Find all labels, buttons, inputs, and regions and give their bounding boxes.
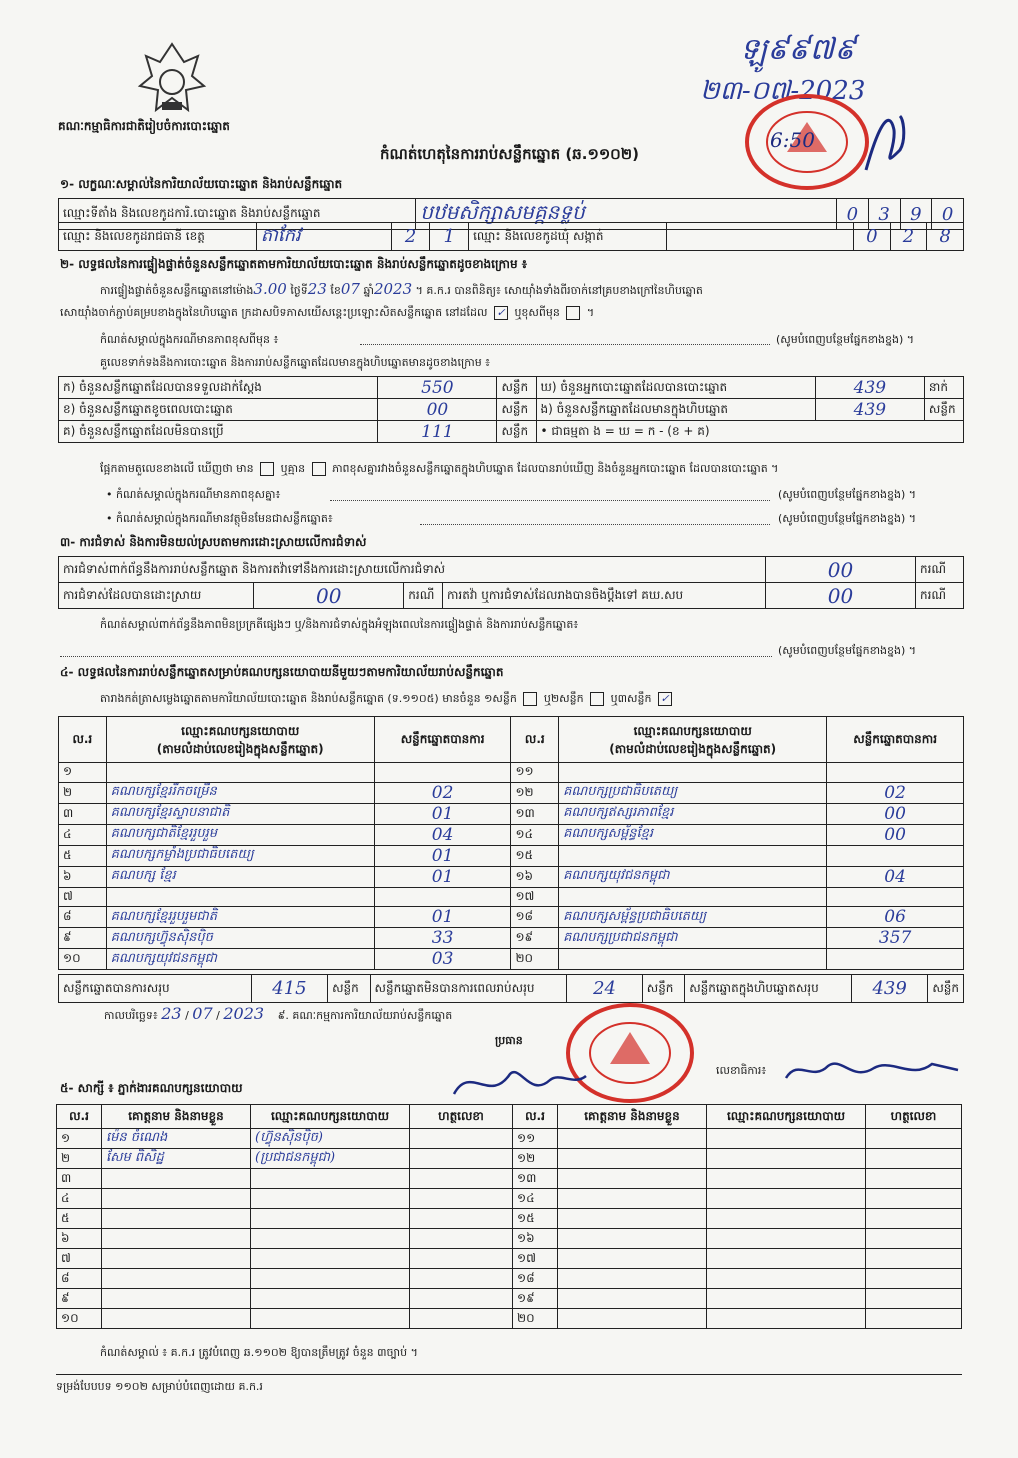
witness-number: ៦ [57,1229,102,1249]
ballot-count-table: ក) ចំនួនសន្លឹកឆ្នោតដែលបានទទួលដាក់ស្ដែង 550 សន្លឹក ឃ) ចំនួនអ្នកបោះឆ្នោតដែលបានបោះឆ្នោត 439 នាក់ ខ) ចំនួនសន្លឹកឆ្នោតខូចពេលបោះឆ្នោត 00 សន្លឹក ង) ចំនួនសន្លឹកឆ្នោតដែលមានក្នុងហិបឆ្នោត 439 សន្លឹក គ) ចំនួនសន្លឹកឆ្នោតដែលមិនបានប្រើ 111 សន្លឹក • ជាធម្មតា ង = ឃ = ក - (ខ + គ) [58,376,964,443]
three-sheet-checkbox[interactable]: ✓ [658,692,672,706]
verify-year: 2023 [373,280,413,298]
witness-signature [410,1189,513,1209]
section4-heading: ៤- លទ្ធផលនៃការរាប់សន្លឹកឆ្នោតសម្រាប់គណបក្សនយោបាយនីមួយៗតាមការិយាល័យរាប់សន្លឹកឆ្នោត [60,665,504,679]
section5-heading: ៥- សាក្សី ៖ ភ្នាក់ងារគណបក្សនយោបាយ [60,1081,243,1095]
witness-signature [410,1209,513,1229]
witness-number: ១៨ [513,1269,558,1289]
verify-line-1: ការផ្ទៀងផ្ទាត់ចំនួនសន្លឹកឆ្នោតនៅម៉ោង3.00 ថ្ងៃទី23 ខែ07 ឆ្នាំ2023 ។ គ.ក.រ បានពិនិត្យ៖ សោយ៉ាំងទាំងពីរចាក់នៅគ្របខាងក្រៅនៃហិបឆ្នោត [100,280,703,298]
ballot-intro: គួលេខទាក់ទងនឹងការបោះឆ្នោត និងការរាប់សន្លឹកឆ្នោតដែលមានក្នុងហិបឆ្នោតមានដូចខាងក្រោម ៖ [100,356,491,369]
witness-name [102,1309,251,1329]
committee-label: ៩. គណៈកម្មការការិយាល័យរាប់សន្លឹកឆ្នោត [277,1009,453,1022]
table-row [57,1309,962,1329]
handwritten-date: ២៣-០៧-2023 [700,76,866,106]
witness-party [707,1189,866,1209]
party-number: ៥ [59,845,107,866]
witness-signature [866,1209,962,1229]
party-number: ១៤ [511,824,559,845]
table-row [57,1269,962,1289]
total-box-value: 439 [851,975,927,1003]
party-name: គណបក្សហ៊្វុនស៊ិនប៉ិច [106,928,374,949]
witness-party [707,1129,866,1149]
table-row [59,803,964,824]
province-value: តាកែវ [256,223,391,251]
party-name [106,763,374,783]
made-day: 23 [161,1004,182,1023]
table-row [59,845,964,866]
committee-name: គណៈកម្មាធិការជាតិរៀបចំការបោះឆ្នោត [58,119,230,133]
party-name: គណបក្ស ខ្មែរ [106,866,374,887]
witness-signature [410,1229,513,1249]
witness-signature [866,1249,962,1269]
party-name: គណបក្សយុវជនកម្ពុជា [106,949,374,970]
party-number: ១៧ [511,887,559,907]
witness-party [251,1169,410,1189]
signature-icon [860,110,910,180]
witness-party [707,1289,866,1309]
party-votes [374,887,511,907]
witness-party [707,1269,866,1289]
witness-name [558,1209,707,1229]
witness-signature [866,1269,962,1289]
witness-party [251,1209,410,1229]
party-votes: 01 [374,907,511,928]
secretary-label: លេខាធិការ៖ [716,1064,767,1077]
witness-name [102,1269,251,1289]
witness-number: ១១ [513,1129,558,1149]
witness-number: ១០ [57,1309,102,1329]
party-number: ៩ [59,928,107,949]
no-difference-checkbox[interactable] [312,462,326,476]
witness-party [707,1249,866,1269]
voters-value: 439 [815,377,924,399]
nec-emblem-icon [136,40,208,116]
section3-heading: ៣- ការជំទាស់ និងការមិនយល់ស្របតាមការដោះស្រាយលើការជំទាស់ [60,535,367,549]
unused-value: 111 [378,421,497,443]
commune-label: ឈ្មោះ និងលេខកូដឃុំ សង្កាត់ [469,223,667,251]
witness-name [102,1209,251,1229]
witness-number: ១៧ [513,1249,558,1269]
party-name: គណបក្សយុវជនកម្ពុជា [559,866,827,887]
party-name [559,887,827,907]
table-row [57,1229,962,1249]
witness-name [102,1249,251,1269]
location-code-2: 3 [868,199,900,230]
table-row [59,824,964,845]
table-row [59,887,964,907]
foreign-object-note-label: • កំណត់សម្គាល់ក្នុងករណីមានវត្ថុមិនមែនជាសន្លឹកឆ្នោត៖ [106,512,333,525]
table-row [59,866,964,887]
witness-name [102,1169,251,1189]
witness-party [707,1149,866,1169]
party-votes: 33 [374,928,511,949]
province-label: ឈ្មោះ និងលេខកូដរាជធានី ខេត្ត [59,223,257,251]
party-number: ៨ [59,907,107,928]
witness-signature [866,1149,962,1169]
witness-name [558,1289,707,1309]
party-votes: 06 [827,907,964,928]
table-row [59,763,964,783]
party-name: គណបក្សជាតិខ្មែររួបរួម [106,824,374,845]
witness-number: ១៤ [513,1189,558,1209]
witness-signature [410,1289,513,1309]
section2-heading: ២- លទ្ធផលនៃការផ្ទៀងផ្ទាត់ចំនួនសន្លឹកឆ្នោតតាមការិយាល័យបោះឆ្នោត និងរាប់សន្លឹកឆ្នោតដូចខាងក្រោម ៖ [60,257,528,271]
ballots-in-box-value: 439 [815,399,924,421]
party-name [559,845,827,866]
two-sheet-checkbox[interactable] [590,692,604,706]
location-code-3: 9 [900,199,932,230]
party-name: គណបក្សសម្ព័ន្ធខ្មែរ [559,824,827,845]
witness-number: ១ [57,1129,102,1149]
witness-number: ១២ [513,1149,558,1169]
commune-code-1: 0 [854,223,891,251]
witness-number: ១៦ [513,1229,558,1249]
witness-party [251,1229,410,1249]
table-row [57,1129,962,1149]
verify-line-2: សោយ៉ាំងចាក់ភ្ជាប់គម្របខាងក្នុងនៃហិបឆ្នោត ក្រដាសបិទភាសយើសន្តេះប្រឡោះសិតសន្លឹកឆ្នោត នៅដដែល ✓ ឬខុសពីមុន ។ [60,306,595,319]
tally-sheet-line: តារាងកត់ត្រាសម្លេងឆ្នោតតាមការិយាល័យបោះឆ្នោត និងរាប់សន្លឹកឆ្នោត (ទ.១១០៥) មានចំនួន ១សន្លឹក ឬ២សន្លឹក ឬ៣សន្លឹក ✓ [100,692,675,708]
witness-name [558,1129,707,1149]
unchanged-checkbox[interactable]: ✓ [494,306,508,320]
party-number: ៦ [59,866,107,887]
witness-number: ៤ [57,1189,102,1209]
totals-table: សន្លឹកឆ្នោតបានការសរុប 415 សន្លឹក សន្លឹកឆ្នោតមិនបានការពេលរាប់សរុប 24 សន្លឹក សន្លឹកឆ្នោតក្នុងហិបឆ្នោតសរុប 439 សន្លឹក [58,974,964,1003]
witness-name [558,1189,707,1209]
commune-code-2: 2 [890,223,927,251]
changed-checkbox[interactable] [566,306,580,320]
party-number: ១២ [511,782,559,803]
party-name [559,949,827,970]
fill-back-note: (សូមបំពេញបន្ថែមផ្នែកខាងខ្នង) ។ [776,333,915,346]
handwritten-time: 6:50 [770,128,815,152]
witness-number: ១៣ [513,1169,558,1189]
table-row [59,907,964,928]
total-valid-value: 415 [251,975,327,1003]
party-name [559,763,827,783]
ballots-received-value: 550 [378,377,497,399]
party-number: ៣ [59,803,107,824]
witness-name [558,1229,707,1249]
witness-signature [410,1129,513,1149]
witness-rows [57,1129,962,1329]
table-row [57,1189,962,1209]
footer-note: កំណត់សម្គាល់ ៖ គ.ក.រ ត្រូវបំពេញ ឆ.១១០២ ឱ្យបានត្រឹមត្រូវ ចំនួន ៣ច្បាប់ ។ [100,1346,418,1359]
section1-heading: ១- លក្ខណៈសម្គាល់នៃការិយាល័យបោះឆ្នោត និងរាប់សន្លឹកឆ្នោត [60,177,343,191]
difference-note-label: កំណត់សម្គាល់ក្នុងករណីមានភាពខុសពីមុន ៖ [100,333,279,346]
witness-number: ១៩ [513,1289,558,1309]
appealed-value: 00 [765,583,915,609]
witness-signature [410,1149,513,1169]
secretary-signature-icon [782,1052,962,1092]
one-sheet-checkbox[interactable] [523,692,537,706]
party-votes [827,763,964,783]
witness-number: ៣ [57,1169,102,1189]
location-label: ឈ្មោះទីតាំង និងលេខកូដការិ.បោះឆ្នោត និងរាប់សន្លឹកឆ្នោត [59,199,416,230]
witness-name: សែម ពិសិដ្ឋ [102,1149,251,1169]
party-votes: 01 [374,845,511,866]
form-code: ទម្រង់បែបបទ ១១០២ សម្រាប់បំពេញដោយ គ.ក.រ [56,1380,263,1393]
party-votes: 00 [827,803,964,824]
location-code-4: 0 [932,199,964,230]
witness-name [558,1309,707,1329]
discrepancy-note-label: • កំណត់សម្គាល់ក្នុងករណីមានភាពខុសគ្នា៖ [106,488,281,501]
witness-name [558,1169,707,1189]
date-line: កាលបរិច្ឆេទ៖ 23 / 07 / 2023 ៩. គណៈកម្មការការិយាល័យរាប់សន្លឹកឆ្នោត [104,1004,453,1023]
witness-signature [866,1289,962,1309]
witness-signature [410,1309,513,1329]
handwritten-code: ឡូ៩៩៧៩ [740,32,856,67]
witness-signature [866,1189,962,1209]
party-number: ១០ [59,949,107,970]
witness-number: ៥ [57,1209,102,1229]
witness-party: (ហ៊្វុនស៊ិនប៉ិច) [251,1129,410,1149]
table-row [57,1209,962,1229]
party-number: ២០ [511,949,559,970]
party-votes: 03 [374,949,511,970]
witness-signature [410,1169,513,1189]
witness-party [251,1289,410,1309]
witness-party [707,1229,866,1249]
witness-party [251,1309,410,1329]
party-name: គណបក្សប្រជាធិបតេយ្យ [559,782,827,803]
witness-number: ៧ [57,1249,102,1269]
province-code-2: 1 [430,223,469,251]
table-row [57,1249,962,1269]
table-row [59,928,964,949]
witness-party [251,1189,410,1209]
verify-month: 07 [340,280,360,298]
party-name [106,887,374,907]
party-votes [827,949,964,970]
witness-number: ២ [57,1149,102,1169]
party-number: ១៥ [511,845,559,866]
party-number: ១៩ [511,928,559,949]
party-number: ១ [59,763,107,783]
made-month: 07 [192,1004,213,1023]
witness-signature [866,1309,962,1329]
verify-time: 3.00 [253,280,287,298]
witness-signature [866,1169,962,1189]
party-number: ១៨ [511,907,559,928]
witness-name [558,1249,707,1269]
party-name: គណបក្សខ្មែររួបរួមជាតិ [106,907,374,928]
discrepancy-line: ផ្អែកតាមតួលេខខាងលើ ឃើញថា មាន ឬគ្មាន ភាពខុសគ្នារវាងចំនួនសន្លឹកឆ្នោតក្នុងហិបឆ្នោត ដែលបានរាប់ឃើញ និងចំនួនអ្នកបោះឆ្នោត ដែលបានបោះឆ្នោត ។ [100,462,779,475]
party-votes: 357 [827,928,964,949]
witness-party [251,1249,410,1269]
party-number: ១១ [511,763,559,783]
witness-signature [866,1229,962,1249]
party-number: ១៦ [511,866,559,887]
witness-name [102,1229,251,1249]
witness-party [707,1169,866,1189]
form-page: គណៈកម្មាធិការជាតិរៀបចំការបោះឆ្នោត កំណត់ហេតុនៃការរាប់សន្លឹកឆ្នោត (ឆ.១១០២) ឡូ៩៩៧៩ ២៣-០៧-2023 6:50 ១- លក្ខណៈសម្គាល់នៃការិយាល័យបោះឆ្នោត និងរាប់សន្លឹកឆ្នោត ឈ្មោះទីតាំង និងលេខកូដការិ.បោះឆ្នោត និងរាប់សន្លឹកឆ្នោត បឋមសិក្សាសមគ្គនទ្លប់ 0 3 9 0 ឈ្មោះ និងលេខកូដរាជធានី ខេត្ត តាកែវ 2 1 ឈ្មោះ និងលេខកូដឃុំ សង្កាត់ 0 2 8 ២- លទ្ធផលនៃការផ្ទៀងផ្ទាត់ចំនួនសន្លឹកឆ្នោតតាមការិយាល័យបោះឆ្នោត និងរាប់សន្លឹកឆ្នោតដូចខាងក្រោម ៖ ការផ្ទៀងផ្ទាត់ចំនួនសន្លឹកឆ្នោតនៅម៉ោង3.00 ថ្ងៃទី23 ខែ07 ឆ្នាំ2023 ។ គ.ក.រ បានពិនិត្យ៖ សោយ៉ាំងទាំងពីរចាក់នៅគ្របខាងក្រៅនៃហិបឆ្នោត សោយ៉ាំងចាក់ភ្ជាប់គម្របខាងក្នុងនៃហិបឆ្នោត ក្រដាសបិទភាសយើសន្តេះប្រឡោះសិតសន្លឹកឆ្នោត នៅដដែល ✓ ឬខុសពីមុន ។ កំណត់សម្គាល់ក្នុងករណីមានភាពខុសពីមុន ៖ (សូមបំពេញបន្ថែមផ្នែកខាងខ្នង) ។ គួលេខទាក់ទងនឹងការបោះឆ្នោត និងការរាប់សន្លឹកឆ្នោតដែលមានក្នុងហិបឆ្នោតមានដូចខាងក្រោម ៖ ក) ចំនួនសន្លឹកឆ្នោតដែលបានទទួលដាក់ស្ដែង 550 សន្លឹក ឃ) ចំនួនអ្នកបោះឆ្នោតដែលបានបោះឆ្នោត 439 នាក់ ខ) ចំនួនសន្លឹកឆ្នោតខូចពេលបោះឆ្នោត 00 សន្លឹក ង) ចំនួនសន្លឹកឆ្នោតដែលមានក្នុងហិបឆ្នោត 439 សន្លឹក គ) ចំនួនសន្លឹកឆ្នោតដែលមិនបានប្រើ 111 សន្លឹក • ជាធម្មតា ង = ឃ = ក - (ខ + គ) ផ្អែកតាមតួលេខខាងលើ ឃើញថា មាន ឬគ្មាន ភាពខុសគ្នារវាងចំនួនសន្លឹកឆ្នោតក្នុងហិបឆ្នោត ដែលបានរាប់ឃើញ និងចំនួនអ្នកបោះឆ្នោត ដែលបានបោះឆ្នោត ។ • កំណត់សម្គាល់ក្នុងករណីមានភាពខុសគ្នា៖ (សូមបំពេញបន្ថែមផ្នែកខាងខ្នង) ។ • កំណត់សម្គាល់ក្នុងករណីមានវត្ថុមិនមែនជាសន្លឹកឆ្នោត៖ (សូមបំពេញបន្ថែមផ្នែកខាងខ្នង) ។ ៣- ការជំទាស់ និងការមិនយល់ស្របតាមការដោះស្រាយលើការជំទាស់ ការជំទាស់ពាក់ព័ន្ធនឹងការរាប់សន្លឹកឆ្នោត និងការតវ៉ាទៅនឹងការដោះស្រាយលើការជំទាស់ 00 ករណី ការជំទាស់ដែលបានដោះស្រាយ 00 ករណី ការតវ៉ា ឬការជំទាស់ដែលរាងបានចិងប្តឹងទៅ គឃ.សប 00 ករណី កំណត់សម្គាល់ពាក់ព័ន្ធនឹងភាពមិនប្រក្រតីផ្សេងៗ ឬ/និងការជំទាស់ក្នុងអំឡុងពេលនៃការផ្ទៀងផ្ទាត់ និងការរាប់សន្លឹកឆ្នោត៖ (សូមបំពេញបន្ថែមផ្នែកខាងខ្នង) ។ ៤- លទ្ធផលនៃការរាប់សន្លឹកឆ្នោតសម្រាប់គណបក្សនយោបាយនីមួយៗតាមការិយាល័យរាប់សន្លឹកឆ្នោត តារាងកត់ត្រាសម្លេងឆ្នោតតាមការិយាល័យបោះឆ្នោត និងរាប់សន្លឹកឆ្នោត (ទ.១១០៥) មានចំនួន ១សន្លឹក ឬ២សន្លឹក ឬ៣សន្លឹក ✓ ល.រ ឈ្មោះគណបក្សនយោបាយ (តាមលំដាប់លេខរៀងក្នុងសន្លឹកឆ្នោត) សន្លឹកឆ្នោតបានការ ល.រ ឈ្មោះគណបក្សនយោបាយ (តាមលំដាប់លេខរៀងក្នុងសន្លឹកឆ្នោត) សន្លឹកឆ្នោតបានការ ១ ១១ ២ គណបក្សខ្មែររីកចម្រើន 02 ១២ គណបក្សប្រជាធិបតេយ្យ 02 ៣ គណបក្សខ្មែរស្ទាបនាជាតិ 01 ១៣ គណបក្សឥស្សរភាពខ្មែរ 00 ៤ គណបក្សជាតិខ្មែររួបរួម 04 ១៤ គណបក្សសម្ព័ន្ធខ្មែរ 00 ៥ គណបក្សកម្លាំងប្រជាធិបតេយ្យ 01 ១៥ ៦ គណបក្ស ខ្មែរ 01 ១៦ គណបក្សយុវជនកម្ពុជា 04 ៧ ១៧ ៨ គណបក្សខ្មែររួបរួមជាតិ 01 ១៨ គណបក្សសម្ព័ន្ធប្រជាធិបតេយ្យ 06 ៩ គណបក្សហ៊្វុនស៊ិនប៉ិច 33 ១៩ គណបក្សប្រជាជនកម្ពុជា 357 ១០ គណបក្សយុវជនកម្ពុជា 03 ២០ សន្លឹកឆ្នោតបានការសរុប 415 សន្លឹក សន្លឹកឆ្នោតមិនបានការពេលរាប់សរុប 24 សន្លឹក សន្លឹកឆ្នោតក្នុងហិបឆ្នោតសរុប 439 សន្លឹក កាលបរិច្ឆេទ៖ 23 / 07 / 2023 ៩. គណៈកម្មការការិយាល័យរាប់សន្លឹកឆ្នោត ប្រធាន លេខាធិការ៖ ៥- សាក្សី ៖ ភ្នាក់ងារគណបក្សនយោបាយ ល.រ គោត្តនាម និងនាមខ្លួន ឈ្មោះគណបក្សនយោបាយ ហត្ថលេខា ល.រ គោត្តនាម និងនាមខ្លួន ឈ្មោះគណបក្សនយោបាយ ហត្ថលេខា ១ ម៉េន ចំណេង (ហ៊្វុនស៊ិនប៉ិច) ១១ ២ សែម ពិសិដ្ឋ (ប្រជាជនកម្ពុជា) ១២ ៣ ១៣ ៤ ១៤ ៥ ១៥ ៦ ១៦ ៧ ១៧ ៨ ១៨ ៩ ១៩ ១០ ២០ កំណត់សម្គាល់ ៖ គ.ក.រ ត្រូវបំពេញ ឆ.១១០២ ឱ្យបានត្រឹមត្រូវ ចំនួន ៣ច្បាប់ ។ ទម្រង់បែបបទ ១១០២ សម្រាប់បំពេញដោយ គ.ក.រ [0,0,1018,1458]
witness-party: (ប្រជាជនកម្ពុជា) [251,1149,410,1169]
witness-signature [866,1129,962,1149]
witness-number: ៨ [57,1269,102,1289]
party-name: គណបក្សប្រជាជនកម្ពុជា [559,928,827,949]
province-code-1: 2 [391,223,430,251]
made-year: 2023 [223,1004,265,1023]
party-votes: 04 [827,866,964,887]
table-row [59,949,964,970]
witness-name [102,1189,251,1209]
witness-signature [410,1269,513,1289]
has-difference-checkbox[interactable] [260,462,274,476]
party-name: គណបក្សសម្ព័ន្ធប្រជាធិបតេយ្យ [559,907,827,928]
witness-signature [410,1249,513,1269]
party-name: គណបក្សកម្លាំងប្រជាធិបតេយ្យ [106,845,374,866]
witness-name [558,1149,707,1169]
location-code-1: 0 [837,199,869,230]
location-value: បឋមសិក្សាសមគ្គនទ្លប់ [420,200,585,224]
party-votes: 02 [374,782,511,803]
table-row [57,1289,962,1309]
party-votes: 02 [827,782,964,803]
party-votes: 00 [827,824,964,845]
party-name: គណបក្សខ្មែរស្ទាបនាជាតិ [106,803,374,824]
witness-name [102,1289,251,1309]
table-row [57,1149,962,1169]
witness-name [558,1269,707,1289]
total-invalid-value: 24 [567,975,642,1003]
party-votes [827,845,964,866]
witness-table: ល.រ គោត្តនាម និងនាមខ្លួន ឈ្មោះគណបក្សនយោបាយ ហត្ថលេខា ល.រ គោត្តនាម និងនាមខ្លួន ឈ្មោះគណបក្សនយោបាយ ហត្ថលេខា ១ ម៉េន ចំណេង (ហ៊្វុនស៊ិនប៉ិច) ១១ ២ សែម ពិសិដ្ឋ (ប្រជាជនកម្ពុជា) ១២ ៣ ១៣ ៤ ១៤ ៥ ១៥ ៦ ១៦ ៧ ១៧ ៨ ១៨ ៩ ១៩ ១០ ២០ [56,1104,962,1329]
irregularity-note-label: កំណត់សម្គាល់ពាក់ព័ន្ធនឹងភាពមិនប្រក្រតីផ្សេងៗ ឬ/និងការជំទាស់ក្នុងអំឡុងពេលនៃការផ្ទៀងផ្ទាត់ និងការរាប់សន្លឹកឆ្នោត៖ [100,618,579,631]
witness-number: ២០ [513,1309,558,1329]
party-votes: 01 [374,866,511,887]
party-number: ២ [59,782,107,803]
commune-code-3: 8 [927,223,964,251]
form-title: កំណត់ហេតុនៃការរាប់សន្លឹកឆ្នោត (ឆ.១១០២) [380,145,640,163]
party-name: គណបក្សខ្មែររីកចម្រើន [106,782,374,803]
chair-label: ប្រធាន [495,1034,523,1047]
section1-table-row2 [58,222,964,251]
party-number: ៤ [59,824,107,845]
party-votes: 01 [374,803,511,824]
party-votes [374,763,511,783]
resolved-value: 00 [254,583,404,609]
party-results-table: ល.រ ឈ្មោះគណបក្សនយោបាយ (តាមលំដាប់លេខរៀងក្នុងសន្លឹកឆ្នោត) សន្លឹកឆ្នោតបានការ ល.រ ឈ្មោះគណបក្សនយោបាយ (តាមលំដាប់លេខរៀងក្នុងសន្លឹកឆ្នោត) សន្លឹកឆ្នោតបានការ ១ ១១ ២ គណបក្សខ្មែររីកចម្រើន 02 ១២ គណបក្សប្រជាធិបតេយ្យ 02 ៣ គណបក្សខ្មែរស្ទាបនាជាតិ 01 ១៣ គណបក្សឥស្សរភាពខ្មែរ 00 ៤ គណបក្សជាតិខ្មែររួបរួម 04 ១៤ គណបក្សសម្ព័ន្ធខ្មែរ 00 ៥ គណបក្សកម្លាំងប្រជាធិបតេយ្យ 01 ១៥ ៦ គណបក្ស ខ្មែរ 01 ១៦ គណបក្សយុវជនកម្ពុជា 04 ៧ ១៧ ៨ គណបក្សខ្មែររួបរួមជាតិ 01 ១៨ គណបក្សសម្ព័ន្ធប្រជាធិបតេយ្យ 06 ៩ គណបក្សហ៊្វុនស៊ិនប៉ិច 33 ១៩ គណបក្សប្រជាជនកម្ពុជា 357 ១០ គណបក្សយុវជនកម្ពុជា 03 ២០ [58,716,964,970]
party-name: គណបក្សឥស្សរភាពខ្មែរ [559,803,827,824]
verify-day: 23 [307,280,327,298]
witness-party [707,1309,866,1329]
party-votes: 04 [374,824,511,845]
chair-signature-icon [450,1064,590,1104]
witness-party [251,1269,410,1289]
formula-note: • ជាធម្មតា ង = ឃ = ក - (ខ + គ) [536,421,964,443]
complaints-table: ការជំទាស់ពាក់ព័ន្ធនឹងការរាប់សន្លឹកឆ្នោត និងការតវ៉ាទៅនឹងការដោះស្រាយលើការជំទាស់ 00 ករណី ការជំទាស់ដែលបានដោះស្រាយ 00 ករណី ការតវ៉ា ឬការជំទាស់ដែលរាងបានចិងប្តឹងទៅ គឃ.សប 00 ករណី [58,556,964,609]
witness-name: ម៉េន ចំណេង [102,1129,251,1149]
witness-number: ១៥ [513,1209,558,1229]
complaints-value: 00 [765,557,915,583]
party-rows [59,763,964,970]
witness-number: ៩ [57,1289,102,1309]
table-row [59,782,964,803]
witness-party [707,1209,866,1229]
table-row [57,1169,962,1189]
party-number: ១៣ [511,803,559,824]
spoiled-value: 00 [378,399,497,421]
party-number: ៧ [59,887,107,907]
party-votes [827,887,964,907]
